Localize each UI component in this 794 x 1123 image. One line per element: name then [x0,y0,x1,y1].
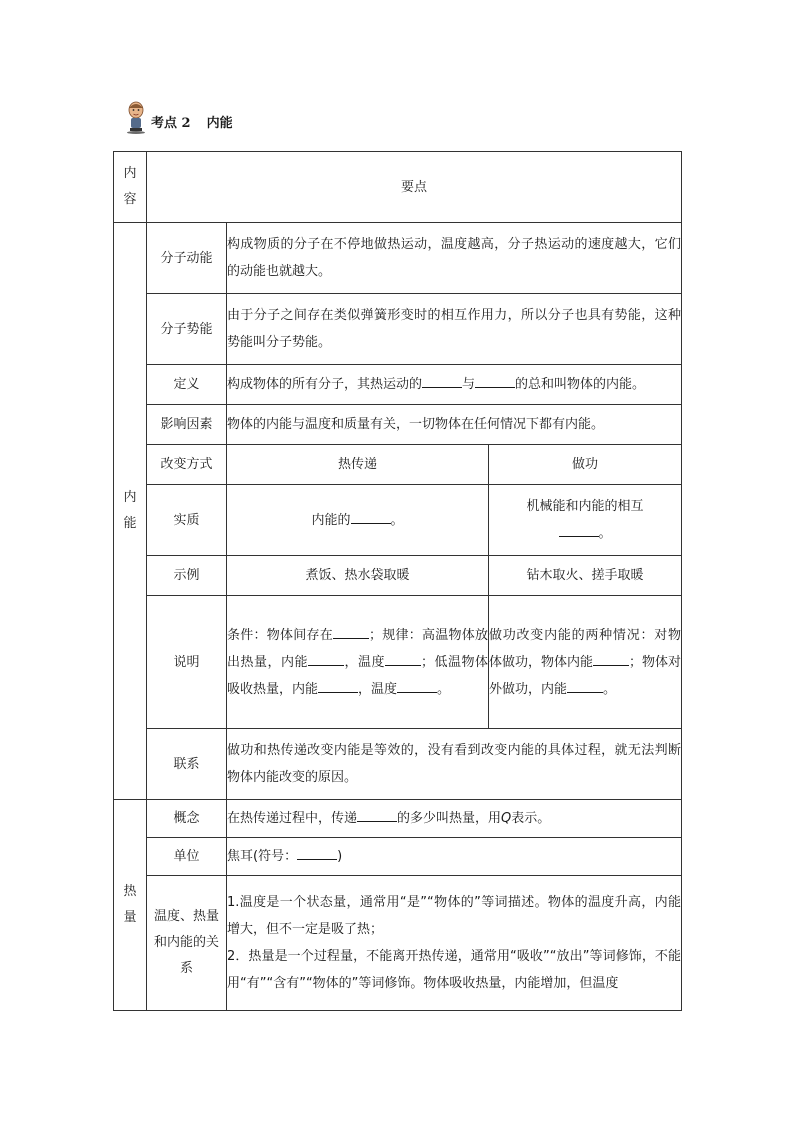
table-head-row [114,152,682,223]
label-relation: 联系 [147,729,227,800]
row-molecular-potential [114,294,682,365]
head-content-label: 内 容 [123,166,137,207]
text-unit: 焦耳(符号： ) [227,838,682,876]
row-concept [114,800,682,838]
label-unit: 单位 [147,838,227,876]
text-molecular-potential: 由于分子之间存在类似弹簧形变时的相互作用力，所以分子也具有势能，这种势能叫分子势能。 [227,294,682,365]
row-explanation [114,596,682,729]
blank-field[interactable] [559,522,599,537]
row-factors [114,405,682,445]
blank-field[interactable] [297,845,337,860]
knowledge-table [113,151,682,1011]
section-number: 考点 2 [151,116,191,131]
explanation-work: 做功改变内能的两种情况：对物体做功，物体内能 ；物体对外做功，内能 。 [489,596,682,729]
row-temp-heat-energy [114,876,682,1011]
label-molecular-potential: 分子势能 [147,294,227,365]
blank-field[interactable] [422,373,462,388]
label-temp-heat-energy: 温度、热量和内能的关系 [147,876,227,1011]
row-definition [114,365,682,405]
heat-transfer-header: 热传递 [227,445,489,485]
blank-field[interactable] [593,651,629,666]
blank-field[interactable] [475,373,515,388]
essence-work: 机械能和内能的相互 。 [489,485,682,556]
blank-field[interactable] [308,651,344,666]
label-examples: 示例 [147,556,227,596]
essence-heat: 内能的 。 [227,485,489,556]
text-relation: 做功和热传递改变内能是等效的，没有看到改变内能的具体过程，就无法判断物体内能改变的原因。 [227,729,682,800]
blank-field[interactable] [397,678,437,693]
label-molecular-kinetic: 分子动能 [147,223,227,294]
examples-heat: 煮饭、热水袋取暖 [227,556,489,596]
row-essence [114,485,682,556]
blank-field[interactable] [567,678,603,693]
cartoon-character-icon [125,100,147,134]
label-essence: 实质 [147,485,227,556]
row-examples [114,556,682,596]
blank-field[interactable] [357,807,397,822]
row-relation [114,729,682,800]
explanation-heat: 条件：物体间存在 ；规律：高温物体放出热量，内能 ，温度 ；低温物体吸收热量，内能 ，温度 。 [227,596,489,729]
section-header [125,98,249,134]
group-heat-label: 热 量 [123,884,137,925]
head-content-cell [114,152,147,223]
group-neineng-cell [114,223,147,800]
row-molecular-kinetic [114,223,682,294]
label-explanation: 说明 [147,596,227,729]
group-heat-cell [114,800,147,1011]
text-definition: 构成物体的所有分子，其热运动的 与 的总和叫物体的内能。 [227,365,682,405]
group-neineng-label: 内 能 [123,490,137,531]
row-change-methods [114,445,682,485]
blank-field[interactable] [385,651,421,666]
relation-point-2: 2．热量是一个过程量，不能离开热传递，通常用“吸收”“放出”等词修饰，不能用“有”“含有”“物体的”等词修饰。物体吸收热量，内能增加，但温度 [227,949,682,991]
examples-work: 钻木取火、搓手取暖 [489,556,682,596]
text-concept: 在热传递过程中，传递 的多少叫热量，用Q表示。 [227,800,682,838]
row-unit [114,838,682,876]
label-definition: 定义 [147,365,227,405]
text-factors: 物体的内能与温度和质量有关，一切物体在任何情况下都有内能。 [227,405,682,445]
relation-point-1: 1.温度是一个状态量，通常用“是”“物体的”等词描述。物体的温度升高，内能增大，但不一定是吸了热； [227,895,682,937]
text-molecular-kinetic: 构成物质的分子在不停地做热运动，温度越高，分子热运动的速度越大，它们的动能也就越大。 [227,223,682,294]
section-title [151,112,249,131]
head-points-cell: 要点 [147,152,682,223]
section-topic: 内能 [206,116,233,131]
blank-field[interactable] [351,509,391,524]
blank-field[interactable] [318,678,358,693]
blank-field[interactable] [333,624,369,639]
text-temp-heat-energy [227,876,682,1011]
label-change-methods: 改变方式 [147,445,227,485]
label-concept: 概念 [147,800,227,838]
label-factors: 影响因素 [147,405,227,445]
work-header: 做功 [489,445,682,485]
